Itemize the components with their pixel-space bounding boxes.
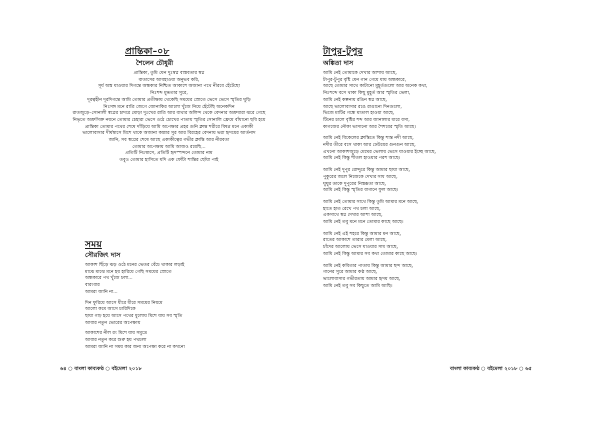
poem-title-3: টাপুর-টুপুর — [323, 47, 363, 57]
page-footer-left: ৬৪ ○ বাংলা কাব্যকণ্ঠ ○ বইমেলা ২০১৮ — [60, 366, 142, 372]
poem-title-2: সময় — [85, 240, 102, 250]
poem-author-3: অঙ্কিতা দাস — [323, 59, 354, 67]
page-footer-right: বাংলা কাব্যকণ্ঠ ○ বইমেলা ২০১৮ ○ ৬৫ — [450, 366, 532, 372]
poem-title-1: প্রান্তিকা–০৮ — [125, 47, 170, 57]
poem-body-3: আমি নেই তোমাকে দেখার আশায় আছে, টাপুর-টুপুর বৃষ্টি যেন গান গেয়ে যায় অন্ধকারে, আছে তোমার সাথে কাটানো মুহূর্তগুলো আর অনেক কথা, নিঃশব্দে বসে থাকা কিছু মুহূর্ত আর স্মৃতির ভেলা, আমি নেই কল্পনায় রঙিন স্বপ্ন আছে, আছে ভালোবাসার রঙে রাঙানো দিনগুলো, ভিজে মাটির গন্ধে মাতাল হাওয়া আছে, টিনের চালে বৃষ্টির শব্দ আর জানালার ধারে বসা, কাগজের নৌকা ভাসানো আর শৈশবের স্মৃতি আছে। আমি নেই বিকেলের ক্লান্তিতে কিন্তু শান্ত নদী আছে, নদীর তীরে বসে থাকা আর ঢেউয়ের গুনগুন আছে, এখনো আকাশজুড়ে মেঘের ভেলায় ভেসে যাওয়ার ইচ্ছে আছে, আমি নেই কিন্তু শীতল হাওয়ার পরশ আছে। আমি নেই দুপুর রোদ্দুরে কিন্তু আমার ছায়া আছে, পুকুরের জলে নিজেকে দেখার সাধ আছে, ঘুঘুর ডাকে দুপুরের নিস্তব্ধতা আছে, আমি নেই কিন্তু স্মৃতির বাগানে ফুল আছে। আমি নেই তোমার সাথে কিন্তু তুমি আমার মনে আছে, হাতে হাত রেখে পথ চলা আছে, একসাথে স্বপ্ন দেখার আশা আছে, আমি নেই তবু মনে মনে তোমার কাছে আছে। আমি নেই এই শহরে কিন্তু আমার মন আছে, রাতের আকাশে তারার মেলা আছে, চাঁদের আলোয় ভেসে যাওয়ার সাধ আছে, আমি নেই কিন্তু আমার সব কথা তোমার কাছে আছে। আমি নেই কবিতার পাতায় কিন্তু আমার ছন্দ আছে, গানের সুরে আমার কণ্ঠ আছে, ভালোবাসার গভীরতায় আমার হৃদয় আছে, আমি নেই তবু সব কিছুতে আমি আছি। — [323, 71, 437, 289]
poem-author-2: সৌরজিৎ দাস — [85, 251, 121, 259]
right-page — [300, 0, 600, 424]
poem-body-1: প্রান্তিকা, তুমি যেন দুঃস্বপ্ন বাস্তবতার স্বপ্ন বাতাসের আবহাওয়া অনুভব করি, সূর্য অস্ত যাওয়ার দিগন্তে অন্ধকার নিশ্চিত আকাশে অজানা পথে নীরবে হেঁটেছো নিঃশব্দ মুগ্ধতার সুরে, দূরত্বহীন দূরদিগন্তে আমি তোমার প্রতীক্ষায় থেকেছি সময়ের স্রোতে ভেসে ভেসে স্মৃতির ঘুড়ি নিঃসঙ্গ মনে রাত্রি জেগে জোনাকির আলো খুঁজে নিয়ে হেঁটেছি অনেকদিন রাতজুড়ে–সোনালী স্বপ্নের চাদরে মোড়া দুঃখের রাত্রি আর ব্যথার অলিন্দ থেকে বেদনার অশ্রুধারা ঝরে গেছে নিভৃতে অশ্রুসিক্ত নয়নে তোমার চেহারা ভেসে ওঠে চোখের পাতায় স্মৃতির সোনালি ফ্রেমে বাঁধানো ছবি হয়ে প্রান্তিকা তোমার পথের শেষে দাঁড়িয়ে আমি অপেক্ষার প্রহর গুনি ক্লান্ত শরীরে বিষণ্ণ মনে একাকী ভালোবাসার দীর্ঘশ্বাসে মিশে থাকে অজানা কান্নার সুর আর বিরহের বেদনায় ভরা হৃদয়ের আর্তনাদ জানি, সব স্বপ্নের শেষে আছে একাকীত্বের গভীর ক্লান্তি আর নীরবতা তোমার অপেক্ষায় আমি আজও রয়েছি... প্রতিটি নিঃশ্বাসে, প্রতিটি হৃদস্পন্দনে তোমার নাম তবুও তোমার হাসিতে যদি এক ফোঁটা শান্তির ছোঁয়া পাই — [72, 71, 266, 164]
poem-body-2: আকাশ ছিঁড়ে ঝড় ওঠে মনের ভেতর বেঁচে থাকার লড়াই মাঝে মাঝে মনে হয় হারিয়ে গেছি সময়ের স্রোতে অন্ধকারে পথ খুঁজে চলা... বারংবার আমরা জানি না... দিন ফুরিয়ে আসে ধীরে ধীরে সময়ের নিয়মে আলো কমে আসে চারিদিকে ছায়া গাঢ় হয়ে আসে পথের ধুলোয় মিশে যায় সব স্মৃতি আবার নতুন ভোরের অপেক্ষায় আকাশের নীল রং মিশে যায় সমুদ্রে আবার নতুন করে শুরু হয় পথচলা আমরা জানি না সময় কার জন্য অপেক্ষা করে না কখনো — [85, 263, 185, 350]
poem-author-1: শৈলেন চৌধুরী — [136, 59, 174, 67]
